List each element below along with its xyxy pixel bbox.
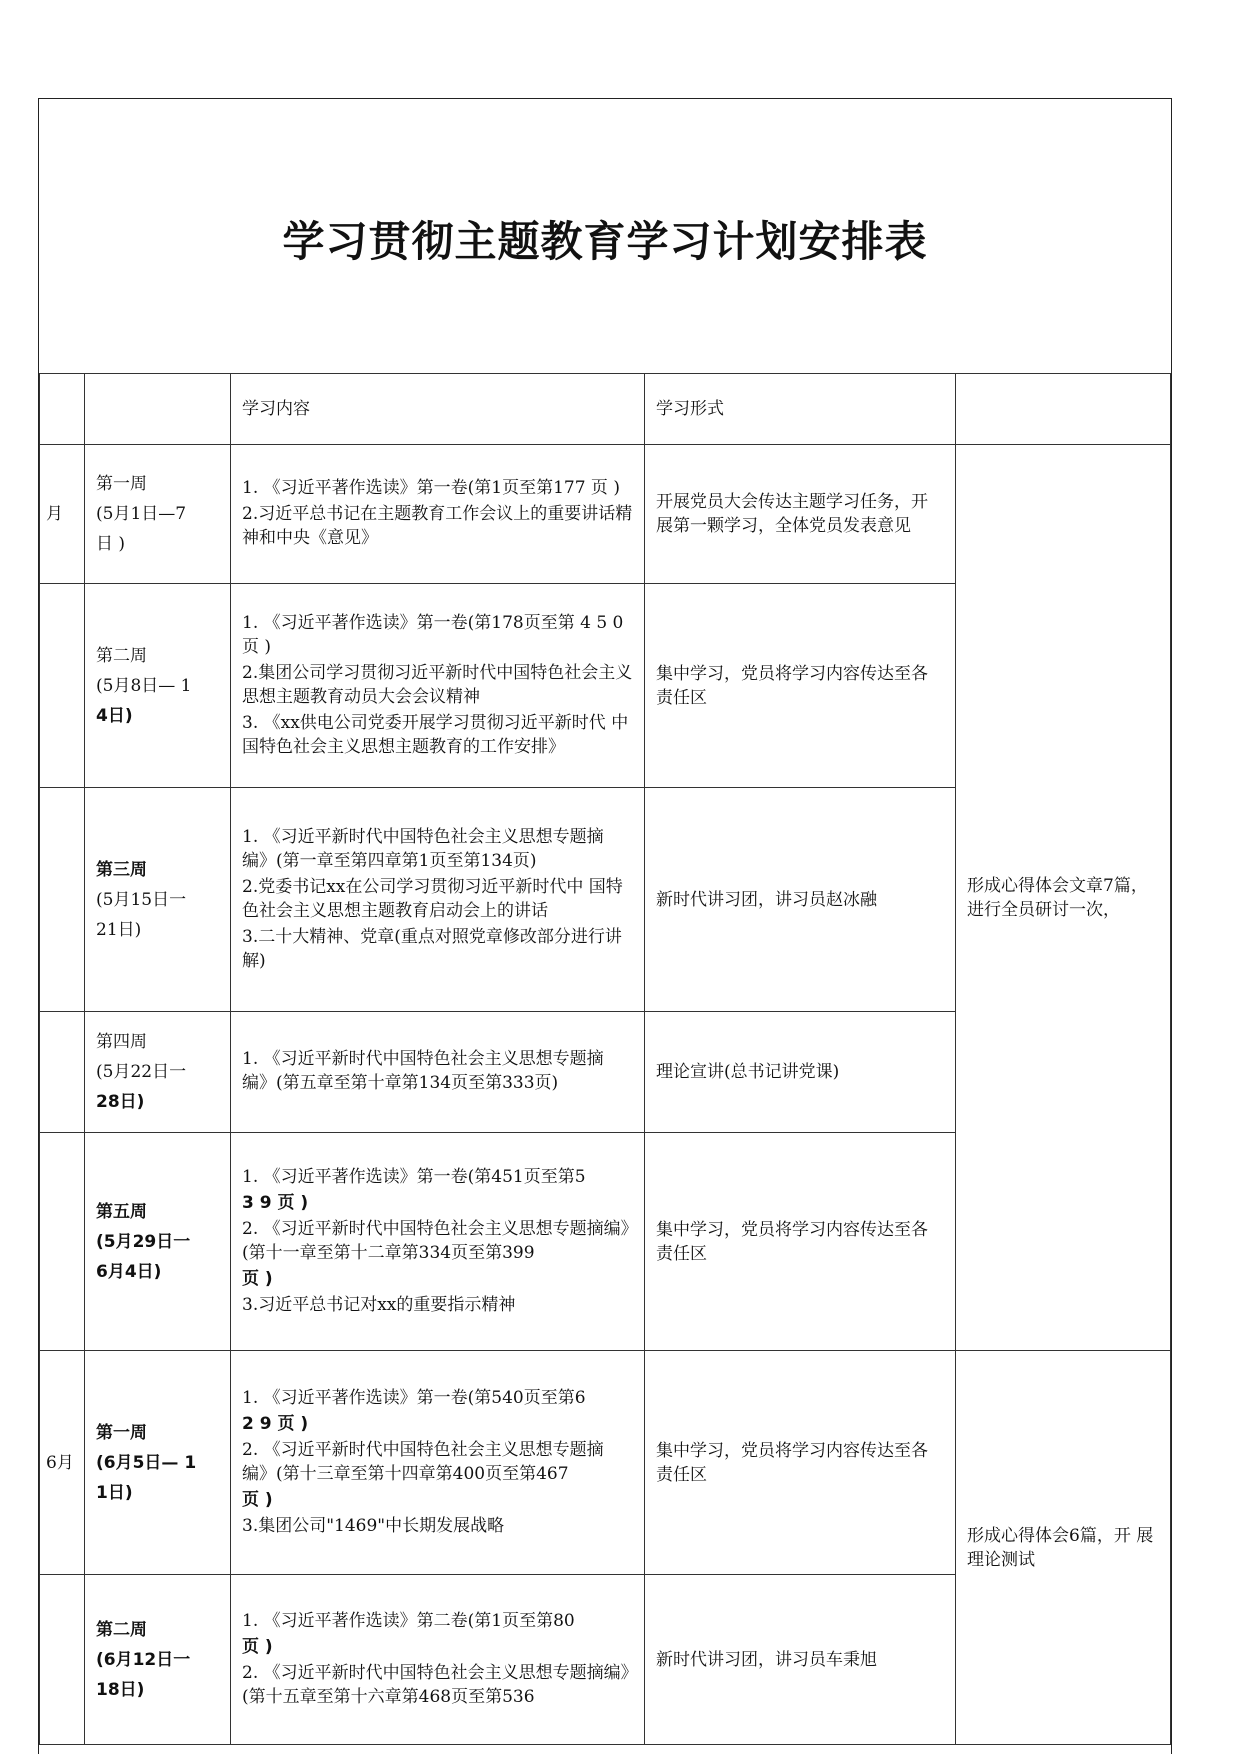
month-cell: 6月 [40,1351,85,1575]
form-cell: 集中学习，党员将学习内容传达至各责任区 [645,584,956,788]
week-line: 6月4日) [96,1261,162,1282]
content-item: 1. 《习近平著作选读》第一卷(第451页至第5 [242,1166,586,1187]
content-item: 2. 《习近平新时代中国特色社会主义思想专题摘编》(第十五章至第十六章第468页至第536 [242,1662,630,1707]
content-cell [231,1351,645,1575]
content-item: 2.党委书记xx在公司学习贯彻习近平新时代中 国特色社会主义思想主题教育启动会上的讲话 [242,876,623,921]
content-item: 3.习近平总书记对xx的重要指示精神 [242,1294,516,1315]
week-line: (6月12日一 [96,1649,191,1670]
page-title: 学习贯彻主题教育学习计划安排表 [282,217,928,266]
week-line: 18日) [96,1679,145,1700]
month-cell: 月 [40,445,85,584]
week-line: (5月8日— 1 [96,675,192,696]
content-item: 3 9 页 ) [242,1192,309,1213]
content-item: 1. 《习近平著作选读》第一卷(第178页至第 4 5 0 页 ) [242,612,624,657]
content-item: 3. 《xx供电公司党委开展学习贯彻习近平新时代 中国特色社会主义思想主题教育的工作安排》 [242,712,629,757]
content-cell [231,584,645,788]
week-line: 第四周 [96,1032,147,1052]
content-item: 1. 《习近平著作选读》第一卷(第540页至第6 [242,1387,586,1408]
content-cell [231,1575,645,1745]
content-item: 2. 《习近平新时代中国特色社会主义思想专题摘编》(第十一章至第十二章第334页至第399 [242,1218,630,1263]
content-cell [231,445,645,584]
content-item: 2.集团公司学习贯彻习近平新时代中国特色社会主义思想主题教育动员大会会议精神 [242,662,633,707]
content-item: 3.二十大精神、党章(重点对照党章修改部分进行讲解) [242,926,622,971]
form-cell: 开展党员大会传达主题学习任务，开展第一颗学习，全体党员发表意见 [645,445,956,584]
week-line: (6月5日— 1 [96,1452,197,1473]
week-line: 21日) [96,919,142,940]
month-cell [40,788,85,1012]
week-line: 1日) [96,1482,133,1503]
content-item: 1. 《习近平新时代中国特色社会主义思想专题摘 编》(第五章至第十章第134页至第333页) [242,1049,604,1093]
week-line: 第一周 [96,1422,147,1443]
week-line: 第二周 [96,1619,147,1640]
week-line: (5月1日—7 [96,504,187,524]
content-item: 1. 《习近平新时代中国特色社会主义思想专题摘 编》(第一章至第四章第1页至第134页) [242,826,604,871]
week-cell [85,1133,231,1351]
content-cell [231,1012,645,1133]
week-line: 第五周 [96,1201,147,1222]
form-cell: 新时代讲习团，讲习员赵冰融 [645,788,956,1012]
content-item: 页 ) [242,1489,273,1510]
header-result [956,374,1171,445]
week-line: 28日) [96,1092,145,1112]
header-form: 学习形式 [645,374,956,445]
header-content: 学习内容 [231,374,645,445]
content-item: 2. 《习近平新时代中国特色社会主义思想专题摘 编》(第十三章至第十四章第400页至第467 [242,1439,604,1484]
content-cell [231,1133,645,1351]
header-month [40,374,85,445]
week-cell [85,1351,231,1575]
week-line: 第三周 [96,859,147,880]
week-line: 第一周 [96,474,147,494]
week-line: (5月15日一 [96,889,187,910]
document-sheet [38,98,1172,1754]
content-item: 3.集团公司"1469"中长期发展战略 [242,1515,505,1536]
content-item: 2.习近平总书记在主题教育工作会议上的重要讲话精神和中央《意见》 [242,504,633,548]
header-week [85,374,231,445]
table-row [40,1351,1171,1575]
form-cell: 集中学习，党员将学习内容传达至各责任区 [645,1133,956,1351]
content-item: 2 9 页 ) [242,1413,309,1434]
header-row [40,374,1171,445]
week-cell [85,1012,231,1133]
result-cell: 形成心得体会文章7篇， 进行全员研讨一次， [956,445,1171,1351]
week-cell [85,788,231,1012]
week-cell [85,445,231,584]
table-row [40,445,1171,584]
title-box [39,99,1171,374]
week-line: 日 ) [96,534,126,554]
content-cell [231,788,645,1012]
content-item: 1. 《习近平著作选读》第二卷(第1页至第80 [242,1610,575,1631]
week-line: 4日) [96,705,133,726]
plan-table-body [40,374,1171,1745]
content-item: 页 ) [242,1636,273,1657]
result-cell: 形成心得体会6篇，开 展理论测试 [956,1351,1171,1745]
week-line: 第二周 [96,645,147,666]
month-cell [40,1575,85,1745]
form-cell: 理论宣讲(总书记讲党课) [645,1012,956,1133]
month-cell [40,1133,85,1351]
week-line: (5月29日一 [96,1231,191,1252]
week-cell [85,1575,231,1745]
week-line: (5月22日一 [96,1062,187,1082]
form-cell: 集中学习，党员将学习内容传达至各责任区 [645,1351,956,1575]
plan-table [39,373,1171,1745]
form-cell: 新时代讲习团，讲习员车秉旭 [645,1575,956,1745]
month-cell [40,584,85,788]
week-cell [85,584,231,788]
content-item: 1. 《习近平著作选读》第一卷(第1页至第177 页 ) [242,478,620,498]
content-item: 页 ) [242,1268,273,1289]
month-cell [40,1012,85,1133]
